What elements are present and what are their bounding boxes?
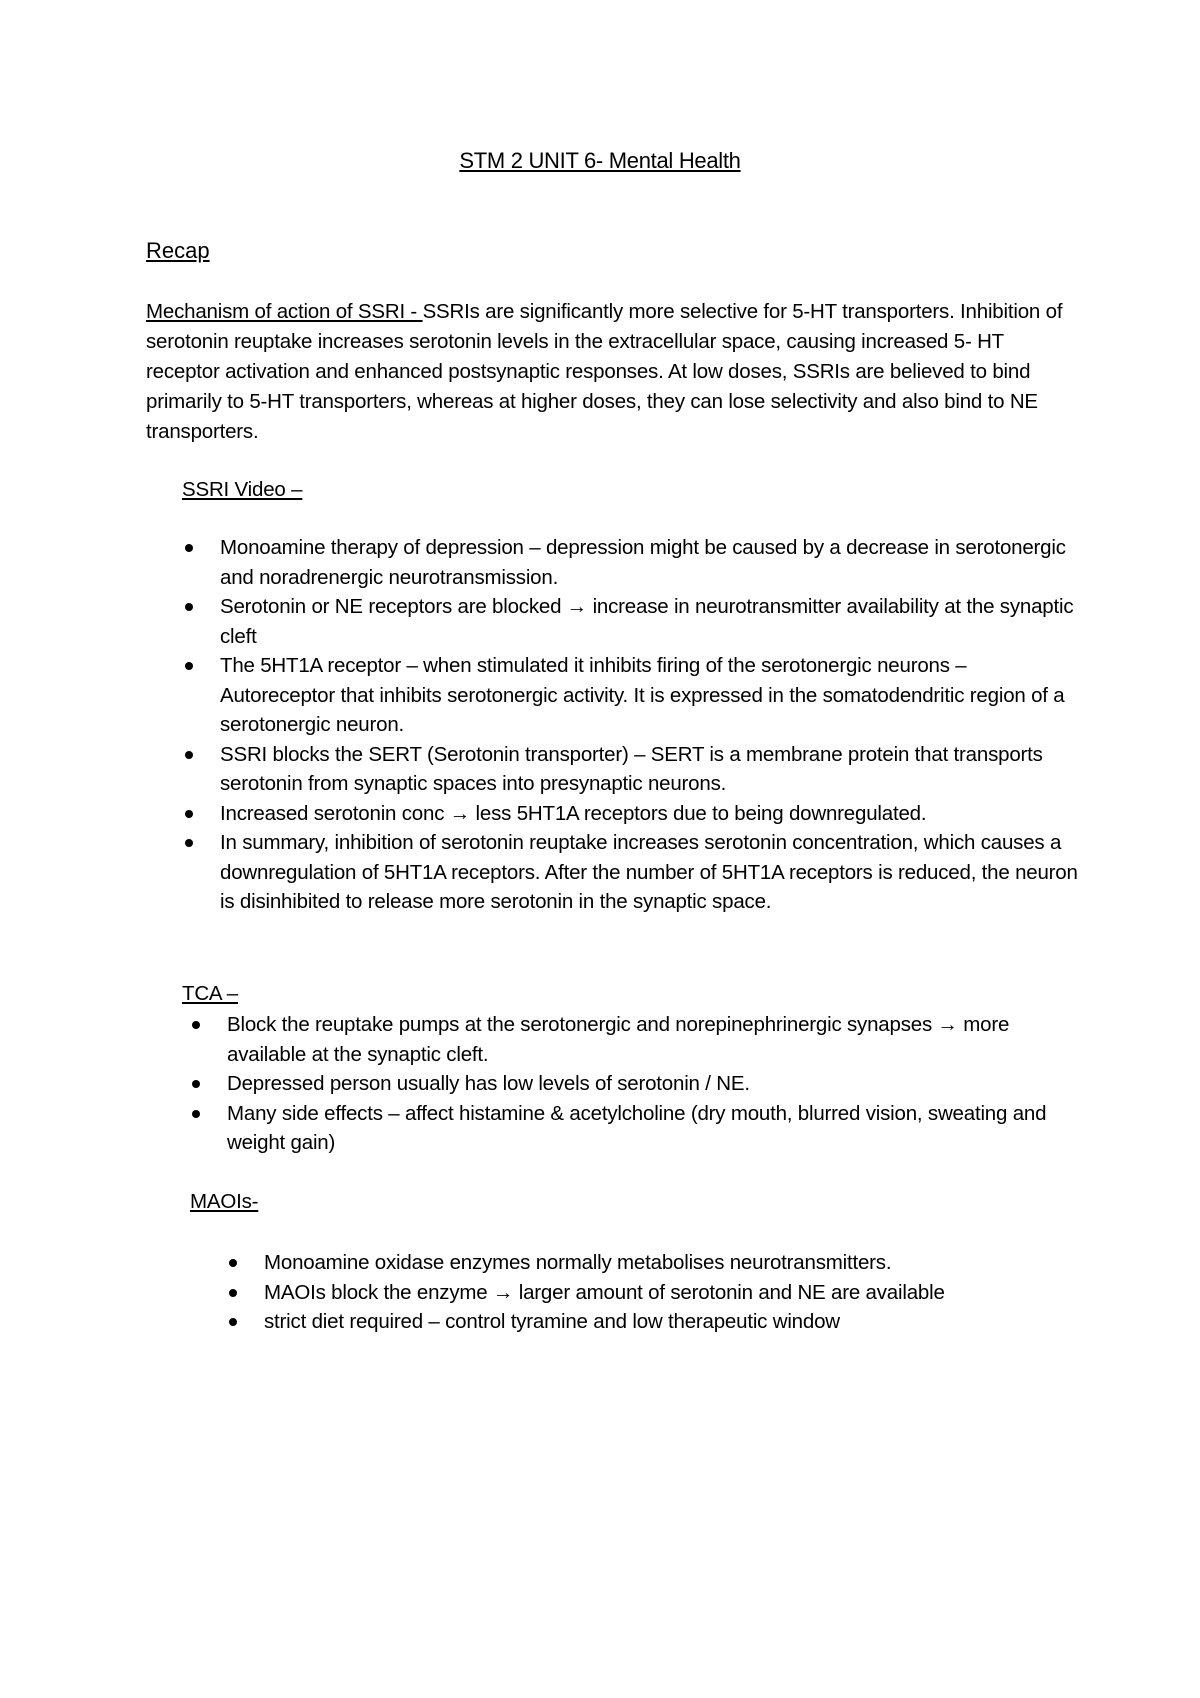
- list-item: [227, 1010, 1077, 1069]
- bullet-icon: [192, 1080, 200, 1088]
- ssri-video-list: [220, 533, 1080, 917]
- page-title: STM 2 UNIT 6- Mental Health: [459, 148, 741, 173]
- bullet-icon: [229, 1289, 237, 1297]
- bullet-icon: [185, 662, 193, 670]
- mechanism-text: SSRIs are significantly more selective for 5-HT transporters. Inhibition of serotonin reuptake increases serotonin levels in the extracellular space, causing increased 5- HT receptor activation and enhanced postsynaptic responses. At low doses, SSRIs are believed to bind primarily to 5-HT transporters, whereas at higher doses, they can lose selectivity and also bind to NE transporters.: [146, 300, 1063, 443]
- list-item-text: SSRI blocks the SERT (Serotonin transporter) – SERT is a membrane protein that transports serotonin from synaptic spaces into presynaptic neurons.: [220, 742, 1043, 795]
- list-item: [227, 1069, 1077, 1099]
- list-item: [220, 799, 1080, 829]
- list-item-text: Monoamine therapy of depression – depression might be caused by a decrease in serotonergic and noradrenergic neurotransmission.: [220, 536, 1066, 589]
- list-item-text: Many side effects – affect histamine & acetylcholine (dry mouth, blurred vision, sweating and weight gain): [227, 1101, 1047, 1154]
- list-item: [264, 1248, 1084, 1278]
- list-item-text: Increased serotonin conc → less 5HT1A receptors due to being downregulated.: [220, 801, 927, 825]
- list-item-text: MAOIs block the enzyme → larger amount of serotonin and NE are available: [264, 1280, 945, 1304]
- ssri-video-heading: SSRI Video –: [182, 478, 303, 501]
- bullet-icon: [185, 810, 193, 818]
- bullet-icon: [229, 1318, 237, 1326]
- tca-heading: TCA –: [182, 982, 238, 1005]
- mechanism-paragraph: [146, 297, 1076, 447]
- list-item: [220, 533, 1080, 592]
- list-item-text: strict diet required – control tyramine and low therapeutic window: [264, 1310, 840, 1333]
- list-item-text: Depressed person usually has low levels of serotonin / NE.: [227, 1072, 750, 1095]
- list-item: [264, 1307, 1084, 1337]
- tca-list: [227, 1010, 1077, 1158]
- list-item-text: Block the reuptake pumps at the serotonergic and norepinephrinergic synapses → more available at the synaptic cleft.: [227, 1013, 1010, 1066]
- list-item: [220, 651, 1080, 740]
- bullet-icon: [192, 1021, 200, 1029]
- bullet-icon: [185, 603, 193, 611]
- bullet-icon: [185, 839, 193, 847]
- bullet-icon: [229, 1259, 237, 1267]
- recap-heading: Recap: [146, 238, 210, 263]
- bullet-icon: [192, 1110, 200, 1118]
- list-item-text: Monoamine oxidase enzymes normally metabolises neurotransmitters.: [264, 1251, 892, 1274]
- list-item: [264, 1278, 1084, 1308]
- maois-heading: MAOIs-: [190, 1190, 259, 1213]
- list-item-text: Serotonin or NE receptors are blocked → increase in neurotransmitter availability at the synaptic cleft: [220, 595, 1074, 648]
- list-item-text: The 5HT1A receptor – when stimulated it inhibits firing of the serotonergic neurons – Autoreceptor that inhibits serotonergic activity. It is expressed in the somatodendritic region of a serotonergic neuron.: [220, 654, 1065, 736]
- bullet-icon: [185, 751, 193, 759]
- maois-list: [264, 1248, 1084, 1337]
- list-item-text: In summary, inhibition of serotonin reuptake increases serotonin concentration, which causes a downregulation of 5HT1A receptors. After the number of 5HT1A receptors is reduced, the neuron is disinhibited to release more serotonin in the synaptic space.: [220, 831, 1078, 913]
- list-item: [220, 740, 1080, 799]
- bullet-icon: [185, 544, 193, 552]
- list-item: [227, 1099, 1077, 1158]
- mechanism-label: Mechanism of action of SSRI -: [146, 300, 423, 323]
- list-item: [220, 592, 1080, 651]
- list-item: [220, 828, 1080, 917]
